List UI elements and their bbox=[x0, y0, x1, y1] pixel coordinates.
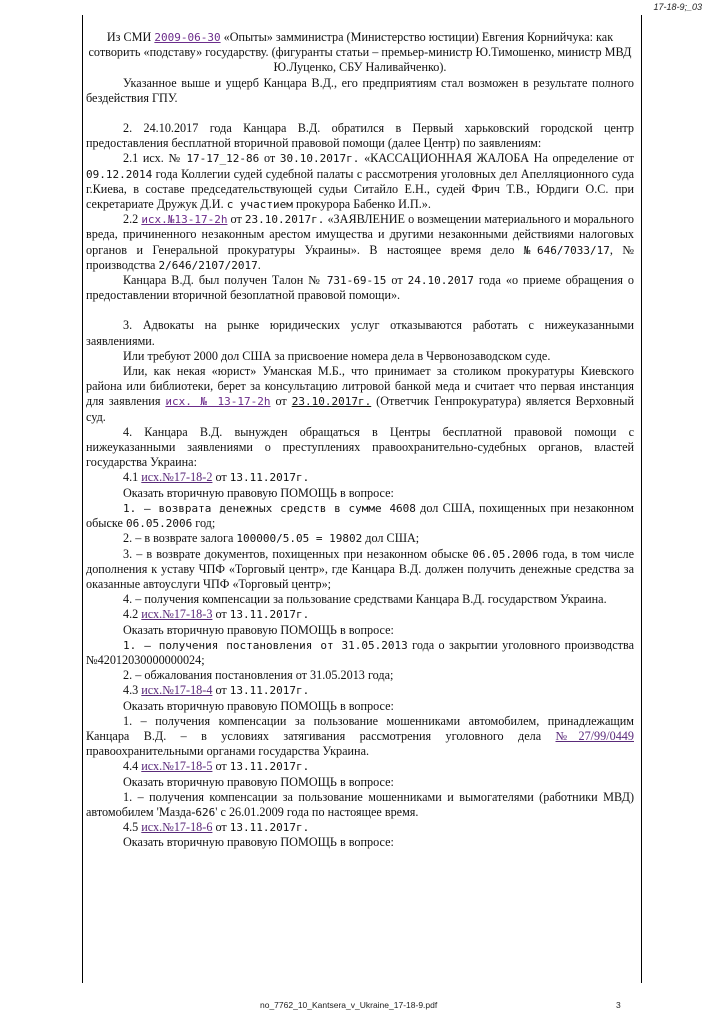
text: от bbox=[212, 820, 230, 835]
document-link[interactable]: исх.№17-18-4 bbox=[141, 683, 213, 698]
text: от bbox=[212, 607, 230, 622]
amount: 100000/5.05 = 19802 bbox=[236, 532, 363, 546]
list-item: 2. – обжалования постановления от 31.05.2013 года; bbox=[123, 668, 394, 683]
file-name: no_7762_10_Kantsera_v_Ukraine_17-18-9.pdf bbox=[260, 1000, 438, 1010]
paragraph-media-reference bbox=[86, 30, 634, 76]
date: 23.10.2017г. bbox=[291, 395, 372, 409]
text: Канцара В.Д. был получен Талон № bbox=[123, 273, 327, 288]
section-3-intro: 3. Адвокаты на рынке юридических услуг отказываются работать с нижеуказанными заявлениями. bbox=[86, 318, 634, 348]
date: 13.11.2017г. bbox=[229, 608, 310, 622]
text: 3. – в возврате документов, похищенных при незаконном обыске bbox=[123, 546, 473, 561]
list-item bbox=[86, 790, 634, 820]
text: 4.1 bbox=[123, 470, 142, 485]
section-2-coupon bbox=[86, 273, 634, 303]
text: от bbox=[259, 151, 280, 166]
text: «ЗАЯВЛЕНИЕ о возмещении материального и морального вреда, причиненного незаконным арестом имущества и другими незаконными действиями налоговых органов и Генеральной прокуратуры Украины». В настоящее время дело bbox=[86, 212, 634, 257]
section-2-item-2 bbox=[86, 212, 634, 273]
section-3-paragraph-2 bbox=[86, 364, 634, 425]
date: 23.10.2017г. bbox=[244, 213, 325, 227]
document-body bbox=[86, 30, 634, 851]
date: 13.11.2017г. bbox=[229, 471, 310, 485]
text: от bbox=[212, 683, 230, 698]
text: дол США; bbox=[362, 531, 420, 546]
text: . bbox=[257, 257, 261, 272]
text: 4.5 bbox=[123, 820, 142, 835]
section-4-item-2-heading bbox=[86, 607, 634, 622]
date: 24.10.2017 bbox=[407, 274, 474, 288]
text: правоохранительными органами государства Украина. bbox=[86, 744, 370, 759]
date: 13.11.2017г. bbox=[229, 760, 310, 774]
text: года, в том числе дополнения к уставу ЧПФ «Торговый центр», где Канцара В.Д. должен получить денежные средства за оказанные автоуслуги ЧПФ «Торговый центр»; bbox=[86, 546, 634, 591]
text: «Опыты» замминистра (Министерство юстиции) Евгения Корнийчука: как сотворить «подставу» государству. (фигуранты статьи – премьер-министр Ю.Тимошенко, министр МВД Ю.Луценко, СБУ Наливайченко). bbox=[88, 30, 632, 75]
text: года Коллегии судей судебной палаты с рассмотрения уголовных дел Апелляционного суда г.Киева, в составе председательствующей судьи Ситайло Е.Н., судей Фрич Т.В., Юрдиги О.С. при секретариате Дружук Д.И. bbox=[86, 166, 634, 212]
document-link[interactable]: исх. № 13-17-2h bbox=[165, 395, 271, 409]
text: от bbox=[212, 470, 230, 485]
date: 13.11.2017г. bbox=[229, 821, 310, 835]
page-number: 3 bbox=[616, 1000, 621, 1010]
text: год; bbox=[192, 516, 216, 531]
paragraph-gpu-inaction: Указанное выше и ущерб Канцара В.Д., его предприятиям стал возможен в результате полного бездействия ГПУ. bbox=[86, 75, 634, 105]
help-request-label: Оказать вторичную правовую ПОМОЩЬ в вопросе: bbox=[123, 485, 394, 500]
text: 1. – получения постановления от bbox=[123, 638, 342, 652]
date: 06.05.2006 bbox=[125, 517, 193, 531]
text: 2.1 исх. № bbox=[123, 151, 187, 166]
list-item bbox=[86, 714, 634, 760]
section-4-item-5-heading bbox=[86, 820, 634, 835]
text: 1. – возврата денежных средств в сумме bbox=[123, 501, 390, 515]
help-request-label: Оказать вторичную правовую ПОМОЩЬ в вопросе: bbox=[123, 835, 394, 850]
text: от bbox=[386, 273, 408, 288]
document-reference: 17-18-9;_03 bbox=[653, 2, 702, 12]
date: 31.05.2013 bbox=[341, 638, 408, 652]
case-number: 2/646/2107/2017 bbox=[158, 258, 258, 272]
list-item bbox=[86, 501, 634, 531]
help-request-label: Оказать вторичную правовую ПОМОЩЬ в вопросе: bbox=[123, 698, 394, 713]
document-link[interactable]: исх.№13-17-2h bbox=[141, 213, 228, 227]
date: 06.05.2006 bbox=[472, 547, 539, 561]
section-2-intro: 2. 24.10.2017 года Канцара В.Д. обратился в Первый харьковский городской центр предоставления бесплатной вторичной правовой помощи (далее Центр) по заявлениям: bbox=[86, 121, 634, 151]
date: 13.11.2017г. bbox=[229, 684, 310, 698]
case-link[interactable]: №27/99/0449 bbox=[555, 728, 634, 743]
text: 2.2 bbox=[123, 212, 142, 227]
date-link[interactable]: 2009-06-30 bbox=[154, 31, 221, 44]
text: 4.4 bbox=[123, 759, 142, 774]
section-4-item-3-heading bbox=[86, 683, 634, 698]
text: 4.2 bbox=[123, 607, 142, 622]
text: прокурора Бабенко И.П.». bbox=[292, 197, 431, 212]
coupon-number: 731-69-15 bbox=[326, 274, 387, 288]
section-4-item-1-heading bbox=[86, 470, 634, 485]
document-link[interactable]: исх.№17-18-6 bbox=[141, 820, 213, 835]
text: года «о приеме обращения о предоставлении вторичной безоплатной правовой помощи». bbox=[86, 273, 634, 303]
help-request-label: Оказать вторичную правовую ПОМОЩЬ в вопросе: bbox=[123, 622, 394, 637]
section-2-item-1 bbox=[86, 151, 634, 212]
section-3-paragraph-1: Или требуют 2000 дол США за присвоение номера дела в Червонозаводском суде. bbox=[123, 348, 551, 363]
text: 1. – получения компенсации за пользование мошенниками и вымогателями (работники МВД) автомобилем 'Мазда- bbox=[86, 789, 634, 819]
date: 09.12.2014 bbox=[86, 167, 153, 181]
text: от bbox=[270, 394, 292, 409]
list-item bbox=[86, 547, 634, 593]
text: ' с 26.01.2009 года по настоящее время. bbox=[215, 804, 419, 819]
text: 1. – получения компенсации за пользование мошенниками автомобилем, принадлежащим Канцара В.Д. – в условиях затягивания рассмотрения уголовного дела bbox=[86, 713, 634, 743]
text: с участием bbox=[226, 198, 293, 212]
section-4-intro: 4. Канцара В.Д. вынужден обращаться в Центры бесплатной правовой помощи с нижеуказанными заявлениями о преступлениях правоохранительно-судебных органов, властей государства Украина: bbox=[86, 424, 634, 470]
list-item bbox=[86, 638, 634, 668]
doc-number: 17-17_12-86 bbox=[186, 152, 260, 166]
help-request-label: Оказать вторичную правовую ПОМОЩЬ в вопросе: bbox=[123, 774, 394, 789]
text: «КАССАЦИОННАЯ ЖАЛОБА На определение от bbox=[359, 151, 635, 166]
text: 2. – в возврате залога bbox=[123, 531, 237, 546]
text: от bbox=[227, 212, 245, 227]
amount: 4608 bbox=[389, 501, 416, 515]
date: 30.10.2017г. bbox=[279, 152, 360, 166]
text: дол США, похищенных при незаконном обыске bbox=[86, 500, 634, 531]
list-item bbox=[86, 531, 634, 546]
model-number: 626 bbox=[195, 805, 216, 819]
document-link[interactable]: исх.№17-18-3 bbox=[141, 607, 213, 622]
text: Из СМИ bbox=[106, 30, 155, 44]
document-link[interactable]: исх.№17-18-2 bbox=[141, 470, 213, 485]
list-item: 4. – получения компенсации за пользование средствами Канцара В.Д. государством Украина. bbox=[123, 592, 607, 607]
text: 4.3 bbox=[123, 683, 142, 698]
section-4-item-4-heading bbox=[86, 759, 634, 774]
text: (Ответчик Генпрокуратура) является Верховный суд. bbox=[86, 394, 634, 424]
text: , № производства bbox=[86, 242, 634, 272]
case-number: №646/7033/17 bbox=[523, 243, 610, 257]
document-link[interactable]: исх.№17-18-5 bbox=[141, 759, 213, 774]
text: от bbox=[212, 759, 230, 774]
text: года о закрытии уголовного производства №42012030000000024; bbox=[86, 637, 634, 667]
text: Или, как некая «юрист» Уманская М.Б., что принимает за столиком прокуратуры Киевского района или библиотеки, берет за консультацию литровой банкой меда и считает что первая инстанция для заявления bbox=[86, 364, 634, 409]
